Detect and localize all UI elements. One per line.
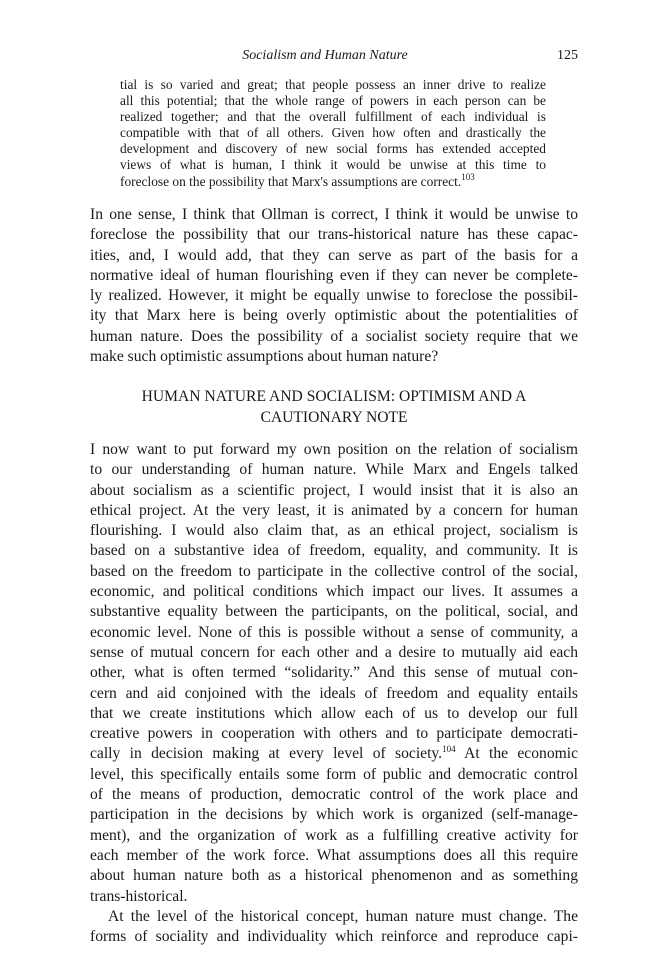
paragraph-ollman xyxy=(90,205,578,367)
text-line: creative powers in cooperation with others and to participate democrati- xyxy=(90,725,578,743)
text-line: based on the freedom to participate in the collective control of the social, xyxy=(90,562,578,580)
text-line: sense of mutual concern for each other and a desire to mutually aid each xyxy=(90,643,578,661)
text-line: based on a substantive idea of freedom, equality, and community. It is xyxy=(90,542,578,560)
quote-line: views of what is human, I think it would be unwise at this time to xyxy=(120,157,546,173)
text-line: other, what is often termed “solidarity.” And this sense of mutual con- xyxy=(90,664,578,682)
text-line: substantive equality between the participants, on the political, social, and xyxy=(90,603,578,621)
footnote-ref-104[interactable]: 104 xyxy=(442,744,456,755)
footnote-ref-103[interactable]: 103 xyxy=(461,171,475,182)
text-fragment: At the economic xyxy=(455,745,578,763)
text-line: human nature. Does the possibility of a socialist society require that we xyxy=(90,327,578,345)
text-line: of the means of production, democratic control of the work place and xyxy=(90,786,578,804)
section-heading-line-1: HUMAN NATURE AND SOCIALISM: OPTIMISM AND A xyxy=(141,388,527,405)
text-line: ities, and, I would add, that they can serve as part of the basis for a xyxy=(90,246,578,264)
text-line: flourishing. I would also claim that, as an ethical project, socialism is xyxy=(90,522,578,540)
text-line: I now want to put forward my own position on the relation of socialism xyxy=(90,441,578,458)
text-line: ment), and the organization of work as a fulfilling creative activity for xyxy=(90,826,578,844)
text-line: that we create institutions which allow each of us to develop our full xyxy=(90,704,578,722)
paragraph-position xyxy=(90,440,578,947)
text-line: foreclose the possibility that our trans-historical nature has these capac- xyxy=(90,226,578,244)
text-line: In one sense, I think that Ollman is correct, I think it would be unwise to xyxy=(90,206,578,223)
quote-line: all this potential; that the whole range of powers in each person can be xyxy=(120,93,546,109)
text-line: to our understanding of human nature. While Marx and Engels talked xyxy=(90,461,578,479)
running-title: Socialism and Human Nature xyxy=(242,48,408,63)
text-line: economic level. None of this is possible without a sense of community, a xyxy=(90,623,578,641)
text-line: ly realized. However, it might be equally unwise to foreclose the possibil- xyxy=(90,287,578,305)
text-line: trans-historical. xyxy=(90,887,188,905)
quote-line-last xyxy=(120,171,546,190)
quote-line: realized together; and that the overall fulfillment of each individual is xyxy=(120,109,546,125)
section-heading xyxy=(90,386,578,428)
page-number: 125 xyxy=(557,48,578,63)
quote-line: development and discovery of new social forms has extended accepted xyxy=(120,141,546,157)
text-line: forms of sociality and individuality which reinforce and reproduce capi- xyxy=(90,928,578,946)
quote-line: compatible with that of all others. Given how often and drastically the xyxy=(120,125,546,141)
text-line: At the level of the historical concept, human nature must change. The xyxy=(108,907,578,925)
quote-line: tial is so varied and great; that people possess an inner drive to realize xyxy=(120,77,546,92)
text-line: participation in the decisions by which work is organized (self-manage- xyxy=(90,806,578,824)
text-line: normative ideal of human flourishing even if they can never be complete- xyxy=(90,266,578,284)
text-line: level, this specifically entails some form of public and democratic control xyxy=(90,765,578,783)
text-line-with-footnote xyxy=(90,744,578,764)
text-line: each member of the work force. What assumptions does all this require xyxy=(90,846,578,864)
text-fragment: cally in decision making at every level of society. xyxy=(90,745,443,763)
text-line: ethical project. At the very least, it is animated by a concern for human xyxy=(90,501,578,519)
block-quote xyxy=(120,77,546,190)
text-line: ity that Marx here is being overly optimistic about the potentialities of xyxy=(90,307,578,325)
text-line: about socialism as a scientific project, I would insist that it is also an xyxy=(90,481,578,499)
text-line: about human nature both as a historical phenomenon and as something xyxy=(90,867,578,885)
text-line: make such optimistic assumptions about human nature? xyxy=(90,348,439,366)
text-line: cern and aid conjoined with the ideals of freedom and equality entails xyxy=(90,684,578,702)
quote-line-text: foreclose on the possibility that Marx's assumptions are correct. xyxy=(120,173,462,189)
section-heading-line-2: CAUTIONARY NOTE xyxy=(260,409,408,426)
text-line: economic, and political conditions which impact our lives. It assumes a xyxy=(90,583,578,601)
